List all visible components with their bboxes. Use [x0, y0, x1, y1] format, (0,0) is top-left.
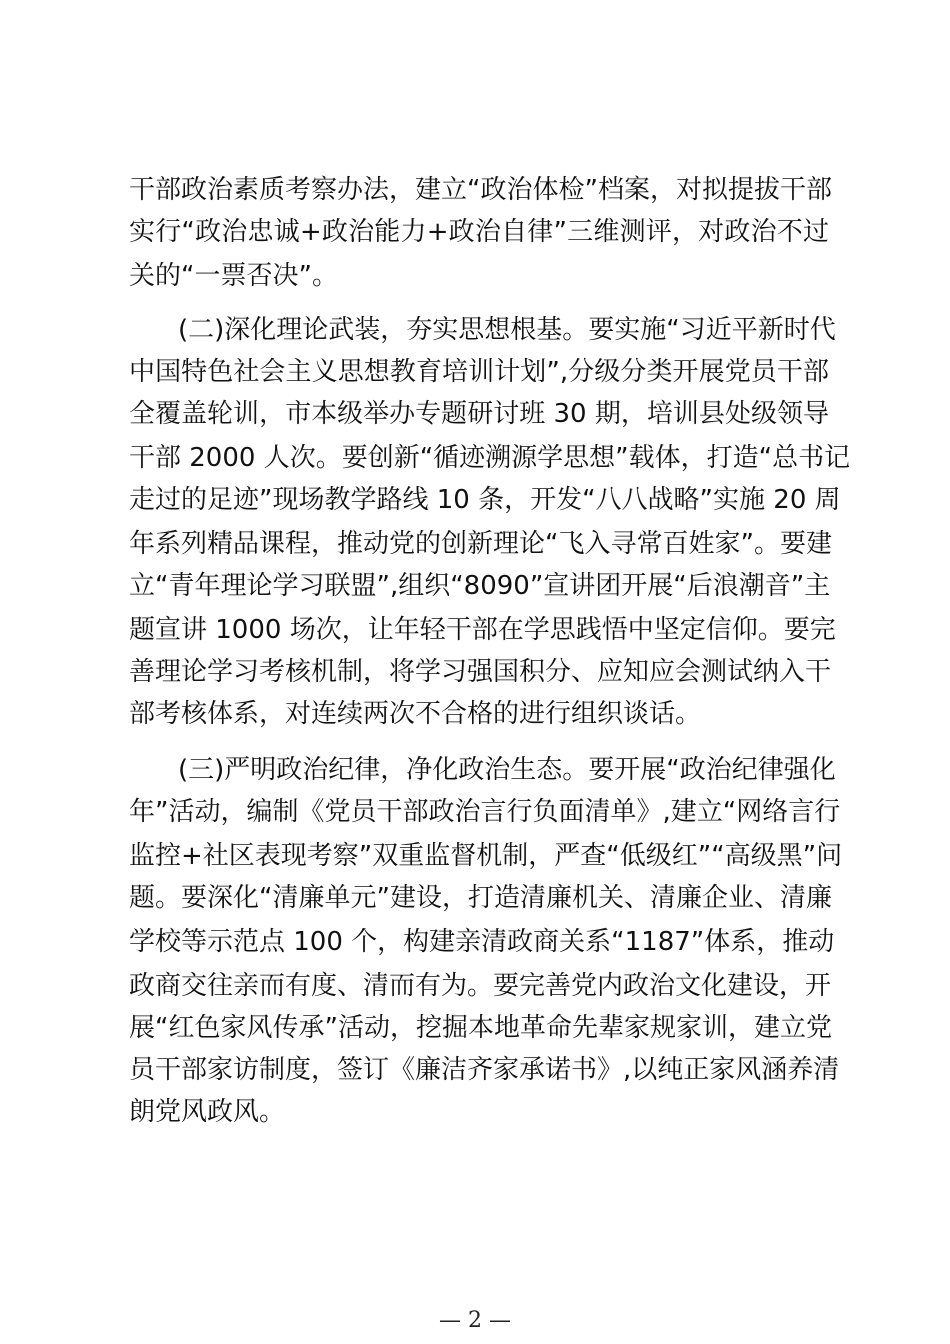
text-line: 全覆盖轮训，市本级举办专题研讨班 30 期，培训县处级领导 [129, 399, 829, 429]
text-line: (二)深化理论武装，夯实思想根基。要实施“习近平新时代 [178, 315, 836, 345]
text-line: 政商交往亲而有度、清而有为。要完善党内政治文化建设，开 [129, 971, 832, 1001]
text-line: 部考核体系，对连续两次不合格的进行组织谈话。 [129, 699, 702, 729]
text-line: 善理论学习考核机制，将学习强国积分、应知应会测试纳入干 [129, 657, 832, 687]
text-line: 题。要深化“清廉单元”建设，打造清廉机关、清廉企业、清廉 [129, 883, 832, 913]
text-line: 题宣讲 1000 场次，让年轻干部在学思践悟中坚定信仰。要完 [129, 615, 836, 645]
text-line: 监控+社区表现考察”双重监督机制，严查“低级红”“高级黑”问 [129, 841, 843, 871]
text-line: 干部 2000 人次。要创新“循迹溯源学思想”载体，打造“总书记 [129, 443, 851, 473]
text-line: (三)严明政治纪律，净化政治生态。要开展“政治纪律强化 [178, 755, 836, 785]
page-number: — 2 — [439, 1308, 511, 1333]
text-line: 学校等示范点 100 个，构建亲清政商关系“1187”体系，推动 [129, 927, 835, 957]
text-line: 立“青年理论学习联盟”,组织“8090”宣讲团开展“后浪潮音”主 [129, 571, 831, 601]
text-line: 年系列精品课程，推动党的创新理论“飞入寻常百姓家”。要建 [129, 529, 832, 559]
text-line: 年”活动，编制《党员干部政治言行负面清单》,建立“网络言行 [129, 797, 841, 827]
text-line: 中国特色社会主义思想教育培训计划”,分级分类开展党员干部 [129, 357, 829, 387]
text-line: 干部政治素质考察办法，建立“政治体检”档案，对拟提拔干部 [129, 175, 832, 205]
text-line: 员干部家访制度，签订《廉洁齐家承诺书》,以纯正家风涵养清 [129, 1055, 840, 1085]
text-line: 走过的足迹”现场教学路线 10 条，开发“八八战略”实施 20 周 [129, 485, 841, 515]
text-line: 展“红色家风传承”活动，挖掘本地革命先辈家规家训，建立党 [129, 1013, 832, 1043]
text-line: 关的“一票否决”。 [129, 261, 338, 291]
text-line: 朗党风政风。 [129, 1097, 286, 1127]
text-line: 实行“政治忠诚+政治能力+政治自律”三维测评，对政治不过 [129, 217, 829, 247]
